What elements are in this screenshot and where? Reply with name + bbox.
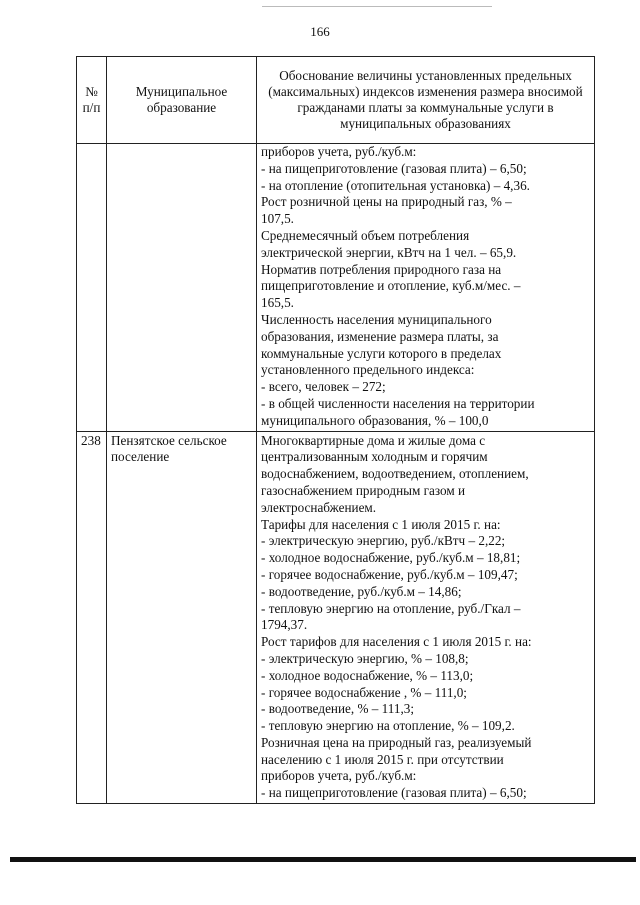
cell-num	[77, 144, 107, 432]
table-row	[77, 144, 595, 432]
text-line: 165,5.	[261, 295, 294, 311]
text-line: - тепловую энергию на отопление, % – 109,2.	[261, 718, 515, 734]
text-line: - горячее водоснабжение , % – 111,0;	[261, 684, 467, 700]
text-line: - электрическую энергию, руб./кВтч – 2,22;	[261, 533, 506, 549]
text-line: муниципального образования, % – 100,0	[261, 412, 489, 428]
text-line: - на отопление (отопительная установка) – 4,36.	[261, 177, 530, 193]
text-line: - на пищеприготовление (газовая плита) – 6,50;	[261, 160, 527, 176]
table-header-row	[77, 57, 595, 144]
text-line: - в общей численности населения на территории	[261, 395, 535, 411]
text-line: установленного предельного индекса:	[261, 362, 475, 378]
text-line: - электрическую энергию, % – 108,8;	[261, 650, 469, 666]
text-line: - холодное водоснабжение, руб./куб.м – 18,81;	[261, 550, 521, 566]
bottom-rule	[10, 857, 636, 862]
text-line: пищеприготовление и отопление, куб.м/мес. –	[261, 278, 521, 294]
text-line: Розничная цена на природный газ, реализуемый	[261, 734, 532, 750]
text-line: приборов учета, руб./куб.м:	[261, 144, 417, 159]
text-line: - водоотведение, руб./куб.м – 14,86;	[261, 583, 462, 599]
text-line: электрической энергии, кВтч на 1 чел. – 65,9.	[261, 244, 517, 260]
text-line: Многоквартирные дома и жилые дома с	[261, 432, 486, 448]
text-line: газоснабжением природным газом и	[261, 482, 466, 498]
text-line: образования, изменение размера платы, за	[261, 328, 499, 344]
header-municipality: Муниципальное образование	[107, 57, 257, 144]
text-line: - на пищеприготовление (газовая плита) – 6,50;	[261, 785, 527, 801]
text-line: приборов учета, руб./куб.м:	[261, 768, 417, 784]
text-line: коммунальные услуги которого в пределах	[261, 345, 502, 361]
text-line: населению с 1 июля 2015 г. при отсутствии	[261, 751, 504, 767]
cell-justification	[257, 431, 595, 804]
text-line: Численность населения муниципального	[261, 311, 492, 327]
text-line: - водоотведение, % – 111,3;	[261, 701, 415, 717]
cell-municipality	[107, 144, 257, 432]
text-line: - всего, человек – 272;	[261, 379, 386, 395]
cell-num: 238	[77, 431, 107, 804]
text-line: Среднемесячный объем потребления	[261, 227, 470, 243]
text-line: 1794,37.	[261, 617, 308, 633]
cell-justification	[257, 144, 595, 432]
text-line: Тарифы для населения с 1 июля 2015 г. на:	[261, 516, 501, 532]
text-line: - тепловую энергию на отопление, руб./Гкал –	[261, 600, 521, 616]
text-line: - горячее водоснабжение, руб./куб.м – 109,47;	[261, 566, 518, 582]
cell-municipality: Пензятское сельское поселение	[107, 431, 257, 804]
table-row	[77, 431, 595, 804]
text-line: Норматив потребления природного газа на	[261, 261, 502, 277]
scan-artifact	[262, 6, 492, 7]
text-line: Рост розничной цены на природный газ, % –	[261, 194, 512, 210]
text-line: электроснабжением.	[261, 499, 377, 515]
tariff-table	[76, 56, 595, 804]
text-line: централизованным холодным и горячим	[261, 449, 488, 465]
header-justification: Обоснование величины установленных предельных (максимальных) индексов изменения размера вносимой гражданами платы за коммунальные услуги в муниципальных образованиях	[257, 57, 595, 144]
text-line: водоснабжением, водоотведением, отоплением,	[261, 466, 529, 482]
text-line: 107,5.	[261, 211, 294, 227]
page-number: 166	[310, 24, 330, 39]
text-line: Рост тарифов для населения с 1 июля 2015 г. на:	[261, 634, 532, 650]
header-num: № п/п	[77, 57, 107, 144]
text-line: - холодное водоснабжение, % – 113,0;	[261, 667, 474, 683]
